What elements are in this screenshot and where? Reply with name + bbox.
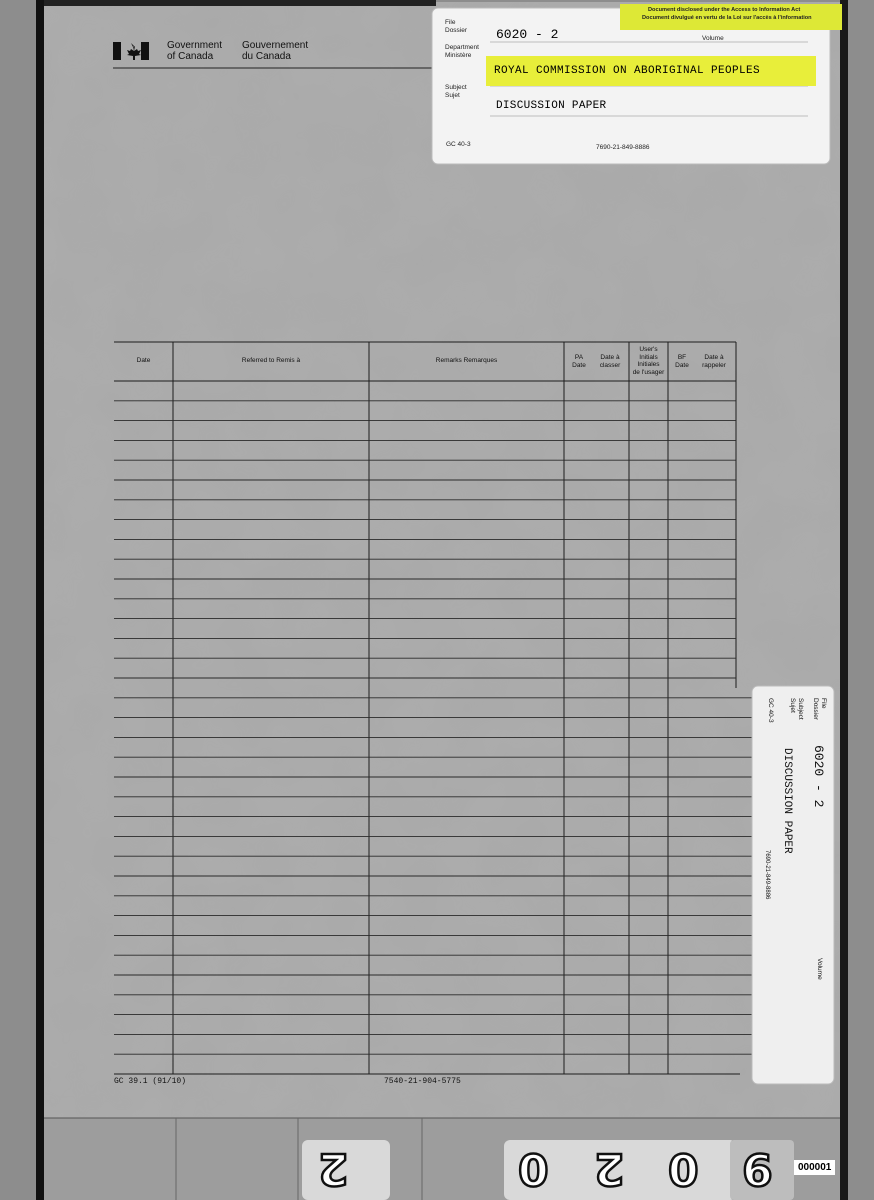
file-number: 6020 - 2 (496, 27, 559, 42)
gov-name-fr-2: du Canada (242, 51, 291, 62)
tab-digit: 0 (518, 1143, 549, 1194)
side-subject-label-en: Subject (797, 698, 804, 720)
col-date-a-rappeler: Date à rappeler (702, 354, 726, 369)
disclosure-line-fr: Document divulgué en vertu de la Loi sur l'accès à l'information (642, 15, 812, 21)
page-number: 000001 (794, 1160, 835, 1175)
label-form-code: GC 40-3 (446, 141, 471, 148)
tab-digit: 0 (668, 1143, 699, 1194)
tab-digit: 2 (318, 1143, 349, 1194)
footer-form-code: GC 39.1 (91/10) (114, 1077, 187, 1086)
label-stock-number: 7690-21-849-8886 (596, 144, 650, 151)
side-stock-number: 7690-21-849-8886 (764, 850, 770, 900)
file-label-fr: Dossier (445, 27, 468, 34)
col-date-a-classer: Date à classer (599, 354, 621, 369)
side-file-label-en: File (820, 698, 827, 709)
gov-name-en-1: Government (167, 40, 223, 51)
side-file-number: 6020 - 2 (811, 745, 826, 808)
subject-label-en: Subject (445, 84, 467, 91)
tab-digit: 2 (594, 1143, 625, 1194)
col-referred-to: Referred to Remis à (241, 357, 301, 364)
side-volume-label: Volume (816, 958, 823, 980)
side-file-label-fr: Dossier (812, 698, 819, 721)
col-date: Date (136, 357, 151, 364)
subject-text: DISCUSSION PAPER (496, 100, 607, 112)
col-remarks: Remarks Remarques (435, 357, 498, 364)
tab-digit: 9 (742, 1143, 773, 1194)
file-label-en: File (445, 19, 456, 26)
side-subject-label-fr: Sujet (789, 698, 796, 713)
col-bf-date: BF Date (675, 354, 689, 369)
department-label-fr: Ministère (445, 52, 472, 59)
subject-label-fr: Sujet (445, 92, 460, 99)
col-pa-date: PA Date (572, 354, 586, 369)
gov-name-fr-1: Gouvernement (242, 40, 309, 51)
disclosure-line-en: Document disclosed under the Access to Information Act (648, 7, 801, 13)
col-user-initials: User's Initials Initiales de l'usager (632, 346, 665, 376)
gov-name-en-2: of Canada (167, 51, 214, 62)
department-name: ROYAL COMMISSION ON ABORIGINAL PEOPLES (494, 65, 761, 77)
volume-label: Volume (702, 35, 724, 42)
side-form-code: GC 40-3 (767, 698, 774, 723)
department-label-en: Department (445, 44, 479, 51)
footer-stock-number: 7540-21-904-5775 (384, 1077, 461, 1086)
side-subject-text: DISCUSSION PAPER (781, 748, 793, 854)
